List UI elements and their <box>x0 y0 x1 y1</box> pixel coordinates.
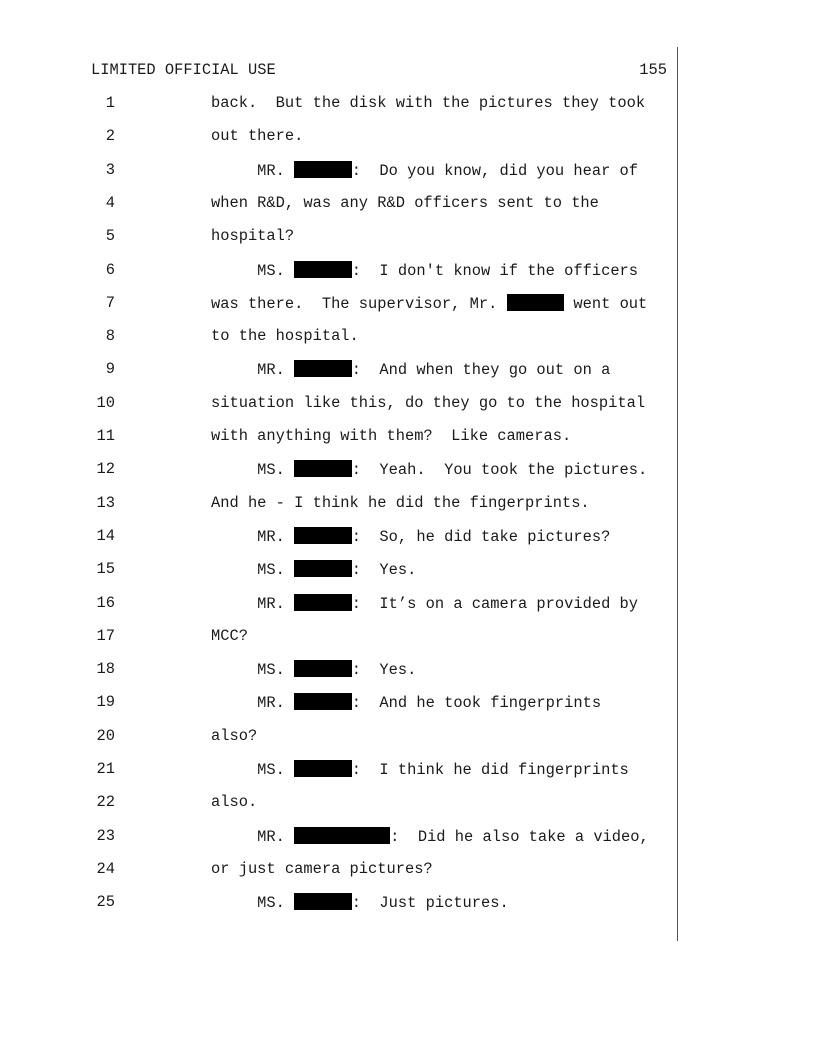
transcript-line <box>0 594 816 614</box>
redaction-box <box>294 660 352 677</box>
line-number: 4 <box>105 193 115 212</box>
line-text <box>211 127 303 145</box>
line-text <box>211 727 257 745</box>
text-segment: : Did he also take a video, <box>390 827 649 846</box>
text-segment: : I don't know if the officers <box>351 261 639 280</box>
transcript-line <box>0 294 816 314</box>
line-text <box>211 827 649 846</box>
line-number: 8 <box>105 327 115 346</box>
text-segment: MR. <box>211 527 295 546</box>
line-text <box>211 427 571 445</box>
transcript-line <box>0 494 816 514</box>
redaction-box <box>294 594 352 611</box>
text-segment: : And he took fingerprints <box>351 694 602 713</box>
line-text <box>211 227 294 245</box>
text-segment: MCC? <box>211 626 248 645</box>
line-number: 23 <box>96 826 115 845</box>
line-text <box>211 494 590 512</box>
line-number: 13 <box>96 493 115 512</box>
text-segment: back. But the disk with the pictures they took <box>211 94 646 112</box>
line-number: 16 <box>96 593 115 612</box>
line-number: 19 <box>96 693 115 712</box>
redaction-box <box>294 261 352 278</box>
redaction-box <box>294 893 352 910</box>
text-segment: when R&D, was any R&D officers sent to the <box>211 193 599 212</box>
transcript-line <box>0 194 816 214</box>
line-text <box>211 394 645 412</box>
text-segment: to the hospital. <box>211 327 359 346</box>
redaction-box <box>294 760 352 777</box>
line-text <box>211 860 433 878</box>
line-number: 10 <box>96 393 115 412</box>
redaction-box <box>294 460 352 477</box>
line-number: 3 <box>105 160 115 179</box>
line-text <box>211 294 647 313</box>
text-segment: hospital? <box>211 227 295 246</box>
redaction-box <box>294 560 352 577</box>
transcript-line <box>0 394 816 414</box>
line-text <box>211 893 509 912</box>
text-segment: : Yes. <box>351 561 417 580</box>
transcript-line <box>0 793 816 813</box>
line-number: 7 <box>105 293 115 312</box>
text-segment: MR. <box>211 827 295 846</box>
text-segment: MR. <box>211 161 295 180</box>
text-segment: MR. <box>211 361 295 380</box>
text-segment: MS. <box>211 661 295 680</box>
redaction-box <box>294 527 352 544</box>
text-segment: went out <box>564 294 648 313</box>
line-text <box>211 594 638 613</box>
text-segment: was there. The supervisor, Mr. <box>211 294 507 313</box>
transcript-line <box>0 227 816 247</box>
line-number: 25 <box>96 893 115 912</box>
classification-marking: LIMITED OFFICIAL USE <box>91 61 276 79</box>
transcript-line <box>0 427 816 447</box>
transcript-line <box>0 127 816 147</box>
redaction-box <box>294 693 352 710</box>
transcript-line <box>0 860 816 880</box>
line-number: 12 <box>96 460 115 479</box>
redaction-box <box>507 294 565 311</box>
transcript-line <box>0 627 816 647</box>
text-segment: : So, he did take pictures? <box>351 527 611 546</box>
transcript-line <box>0 161 816 181</box>
line-text <box>211 360 610 379</box>
transcript-line <box>0 527 816 547</box>
text-segment: MR. <box>211 594 295 613</box>
line-text <box>211 194 599 212</box>
text-segment: MS. <box>211 461 295 480</box>
page-number: 155 <box>639 61 667 79</box>
text-segment: MS. <box>211 761 295 779</box>
text-segment: : It’s on a camera provided by <box>351 594 639 613</box>
line-number: 24 <box>96 859 115 878</box>
line-text <box>211 161 638 180</box>
text-segment: MS. <box>211 561 295 580</box>
redaction-box <box>294 161 352 178</box>
line-number: 14 <box>96 526 115 545</box>
line-text <box>211 327 359 345</box>
line-text <box>211 793 257 811</box>
transcript-line <box>0 94 816 114</box>
line-text <box>211 460 647 479</box>
page-header <box>91 61 667 81</box>
text-segment: also? <box>211 726 258 745</box>
line-text <box>211 261 638 280</box>
line-text <box>211 760 629 779</box>
text-segment: And he - I think he did the fingerprints. <box>211 493 590 512</box>
line-number: 1 <box>105 94 115 112</box>
line-text <box>211 527 610 546</box>
transcript-line <box>0 360 816 380</box>
text-segment: also. <box>211 793 258 812</box>
line-number: 5 <box>105 227 115 246</box>
transcript-line <box>0 660 816 680</box>
transcript-line <box>0 760 816 780</box>
text-segment: : And when they go out on a <box>351 361 611 380</box>
line-text <box>211 660 416 679</box>
text-segment: : I think he did fingerprints <box>351 761 629 779</box>
text-segment: : Yes. <box>351 661 417 680</box>
text-segment: out there. <box>211 127 304 146</box>
line-number: 18 <box>96 660 115 679</box>
transcript-line <box>0 827 816 847</box>
line-number: 2 <box>105 127 115 146</box>
line-number: 9 <box>105 360 115 379</box>
transcript-line <box>0 460 816 480</box>
redaction-box <box>294 360 352 377</box>
text-segment: situation like this, do they go to the hospital <box>211 393 646 412</box>
text-segment: : Yeah. You took the pictures. <box>351 461 648 480</box>
text-segment: MS. <box>211 894 295 913</box>
text-segment: : Do you know, did you hear of <box>351 161 639 180</box>
transcript-line <box>0 560 816 580</box>
line-number: 22 <box>96 793 115 812</box>
text-segment: : Just pictures. <box>351 894 509 913</box>
line-number: 11 <box>96 427 115 445</box>
line-text <box>211 693 601 712</box>
transcript-line <box>0 727 816 747</box>
text-segment: with anything with them? Like cameras. <box>211 427 572 445</box>
line-number: 21 <box>96 760 115 778</box>
redaction-box <box>294 827 390 844</box>
transcript-line <box>0 327 816 347</box>
line-number: 15 <box>96 560 115 579</box>
line-number: 6 <box>105 260 115 279</box>
line-text <box>211 94 645 112</box>
line-number: 20 <box>96 726 115 745</box>
transcript-line <box>0 893 816 913</box>
text-segment: MR. <box>211 694 295 713</box>
text-segment: or just camera pictures? <box>211 859 433 878</box>
transcript-line <box>0 261 816 281</box>
line-text <box>211 560 416 579</box>
transcript-line <box>0 693 816 713</box>
line-text <box>211 627 248 645</box>
text-segment: MS. <box>211 261 295 280</box>
line-number: 17 <box>96 626 115 645</box>
